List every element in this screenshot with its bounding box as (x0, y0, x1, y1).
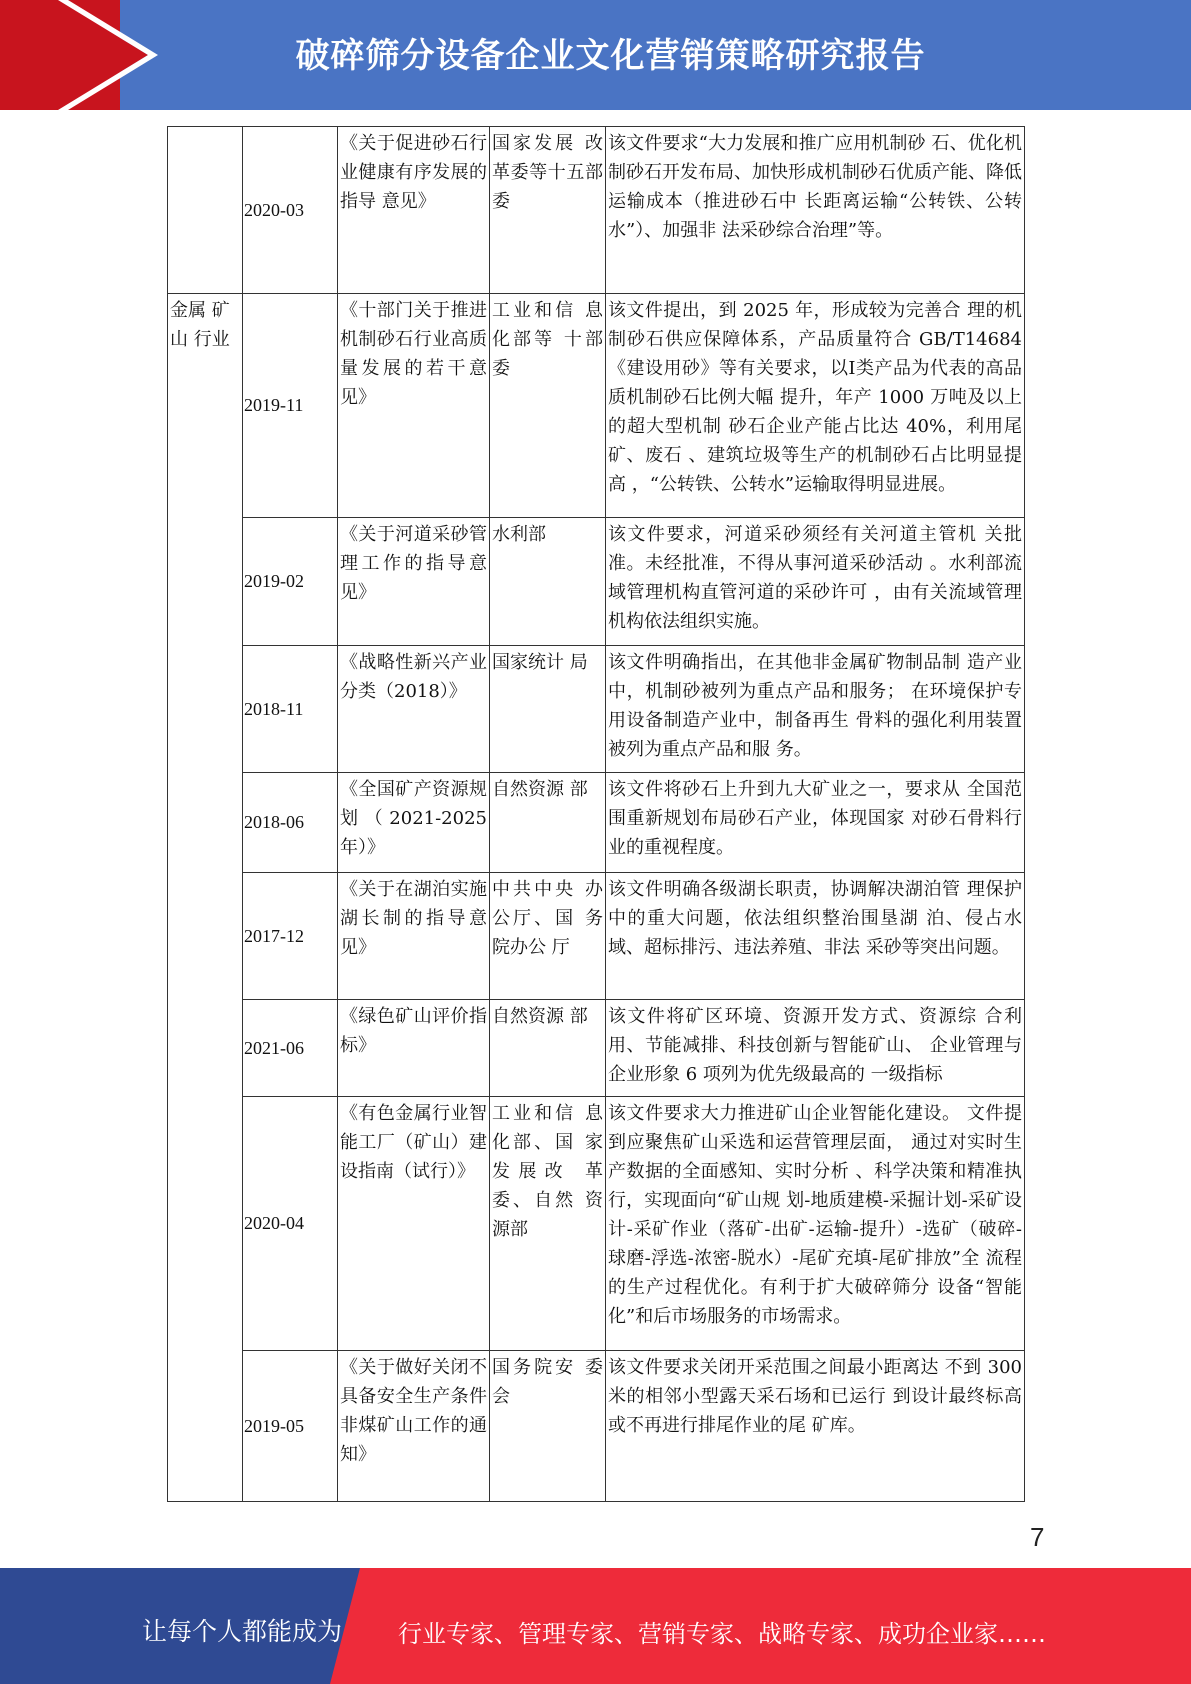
page-header (0, 0, 1191, 110)
date-cell: 2018-11 (243, 646, 338, 773)
document-cell: 《战略性新兴产业分类（2018）》 (338, 646, 490, 773)
date-cell: 2020-03 (243, 127, 338, 294)
footer-lead-text: 让每个人都能成为 (142, 1617, 343, 1646)
footer-slogan-text: 行业专家、管理专家、营销专家、战略专家、成功企业家…… (398, 1620, 1046, 1648)
department-cell: 中共中央 办公厅、国 务院办公 厅 (490, 873, 606, 1000)
table-row (168, 518, 1025, 646)
date-cell: 2019-11 (243, 294, 338, 518)
document-cell: 《关于河道采砂管理工作的指导意见》 (338, 518, 490, 646)
department-cell: 水利部 (490, 518, 606, 646)
date-cell: 2019-02 (243, 518, 338, 646)
department-cell: 工业和信 息化部等 十部委 (490, 294, 606, 518)
document-cell: 《关于促进砂石行业健康有序发展的指导 意见》 (338, 127, 490, 294)
description-cell: 该文件要求“大力发展和推广应用机制砂 石、优化机制砂石开发布局、加快形成机制砂石优质产能、降低运输成本（推进砂石中 长距离运输“公转铁、公转水”）、加强非 法采砂综合治理”等。 (606, 127, 1025, 294)
table-row (168, 1097, 1025, 1351)
table-row (168, 1000, 1025, 1097)
document-cell: 《关于在湖泊实施湖长制的指导意见》 (338, 873, 490, 1000)
department-cell: 国家统计 局 (490, 646, 606, 773)
description-cell: 该文件将矿区环境、资源开发方式、资源综 合利用、节能减排、科技创新与智能矿山、 企业管理与企业形象 6 项列为优先级最高的 一级指标 (606, 1000, 1025, 1097)
table-row (168, 873, 1025, 1000)
department-cell: 国家发展 改革委等十五部委 (490, 127, 606, 294)
table-row (168, 127, 1025, 294)
document-cell: 《关于做好关闭不具备安全生产条件非煤矿山工作的通知》 (338, 1351, 490, 1502)
description-cell: 该文件要求大力推进矿山企业智能化建设。 文件提到应聚焦矿山采选和运营管理层面， 通过对实时生产数据的全面感知、实时分析 、科学决策和精准执行，实现面向“矿山规 划-地质建模-采掘计划-采矿设计-采矿作业（落矿-出矿-运输-提升）-选矿（破碎-球磨-浮选-浓密-脱水）-尾矿充填-尾矿排放”全 流程的生产过程优化。有利于扩大破碎筛分 设备“智能化”和后市场服务的市场需求。 (606, 1097, 1025, 1351)
table-row (168, 646, 1025, 773)
document-cell: 《绿色矿山评价指标》 (338, 1000, 490, 1097)
table-row (168, 294, 1025, 518)
description-cell: 该文件明确各级湖长职责，协调解决湖泊管 理保护中的重大问题，依法组织整治围垦湖 泊、侵占水域、超标排污、违法养殖、非法 采砂等突出问题。 (606, 873, 1025, 1000)
document-cell: 《十部门关于推进机制砂石行业高质量发展的若干意见》 (338, 294, 490, 518)
date-cell: 2021-06 (243, 1000, 338, 1097)
department-cell: 国务院安 委会 (490, 1351, 606, 1502)
date-cell: 2020-04 (243, 1097, 338, 1351)
page-footer (0, 1568, 1191, 1684)
category-cell-empty (168, 127, 243, 294)
policy-table (167, 126, 1025, 1502)
description-cell: 该文件提出，到 2025 年，形成较为完善合 理的机制砂石供应保障体系，产品质量符合 GB/T14684《建设用砂》等有关要求，以Ⅰ类产品为代表的高品质机制砂石比例大幅 提升，年产 1000 万吨及以上的超大型机制 砂石企业产能占比达 40%，利用尾矿、废石 、建筑垃圾等生产的机制砂石占比明显提高 ，“公转铁、公转水”运输取得明显进展。 (606, 294, 1025, 518)
table-row (168, 1351, 1025, 1502)
page-number: 7 (1030, 1522, 1045, 1552)
department-cell: 工业和信 息化部、国 家发展改 革委、自然 资源部 (490, 1097, 606, 1351)
description-cell: 该文件要求，河道采砂须经有关河道主管机 关批准。未经批准，不得从事河道采砂活动 。水利部流域管理机构直管河道的采砂许可 ，由有关流域管理机构依法组织实施。 (606, 518, 1025, 646)
document-cell: 《有色金属行业智能工厂（矿山）建设指南（试行）》 (338, 1097, 490, 1351)
document-cell: 《全国矿产资源规划（2021-2025 年）》 (338, 773, 490, 873)
date-cell: 2017-12 (243, 873, 338, 1000)
report-title: 破碎筛分设备企业文化营销策略研究报告 (295, 36, 926, 76)
department-cell: 自然资源 部 (490, 1000, 606, 1097)
date-cell: 2018-06 (243, 773, 338, 873)
table-row (168, 773, 1025, 873)
description-cell: 该文件明确指出，在其他非金属矿物制品制 造产业中，机制砂被列为重点产品和服务； 在环境保护专用设备制造产业中，制备再生 骨料的强化利用装置被列为重点产品和服 务。 (606, 646, 1025, 773)
description-cell: 该文件要求关闭开采范围之间最小距离达 不到 300 米的相邻小型露天采石场和已运行 到设计最终标高或不再进行排尾作业的尾 矿库。 (606, 1351, 1025, 1502)
date-cell: 2019-05 (243, 1351, 338, 1502)
department-cell: 自然资源 部 (490, 773, 606, 873)
description-cell: 该文件将砂石上升到九大矿业之一，要求从 全国范围重新规划布局砂石产业，体现国家 对砂石骨料行业的重视程度。 (606, 773, 1025, 873)
category-cell: 金属 矿山 行业 (168, 294, 243, 1502)
